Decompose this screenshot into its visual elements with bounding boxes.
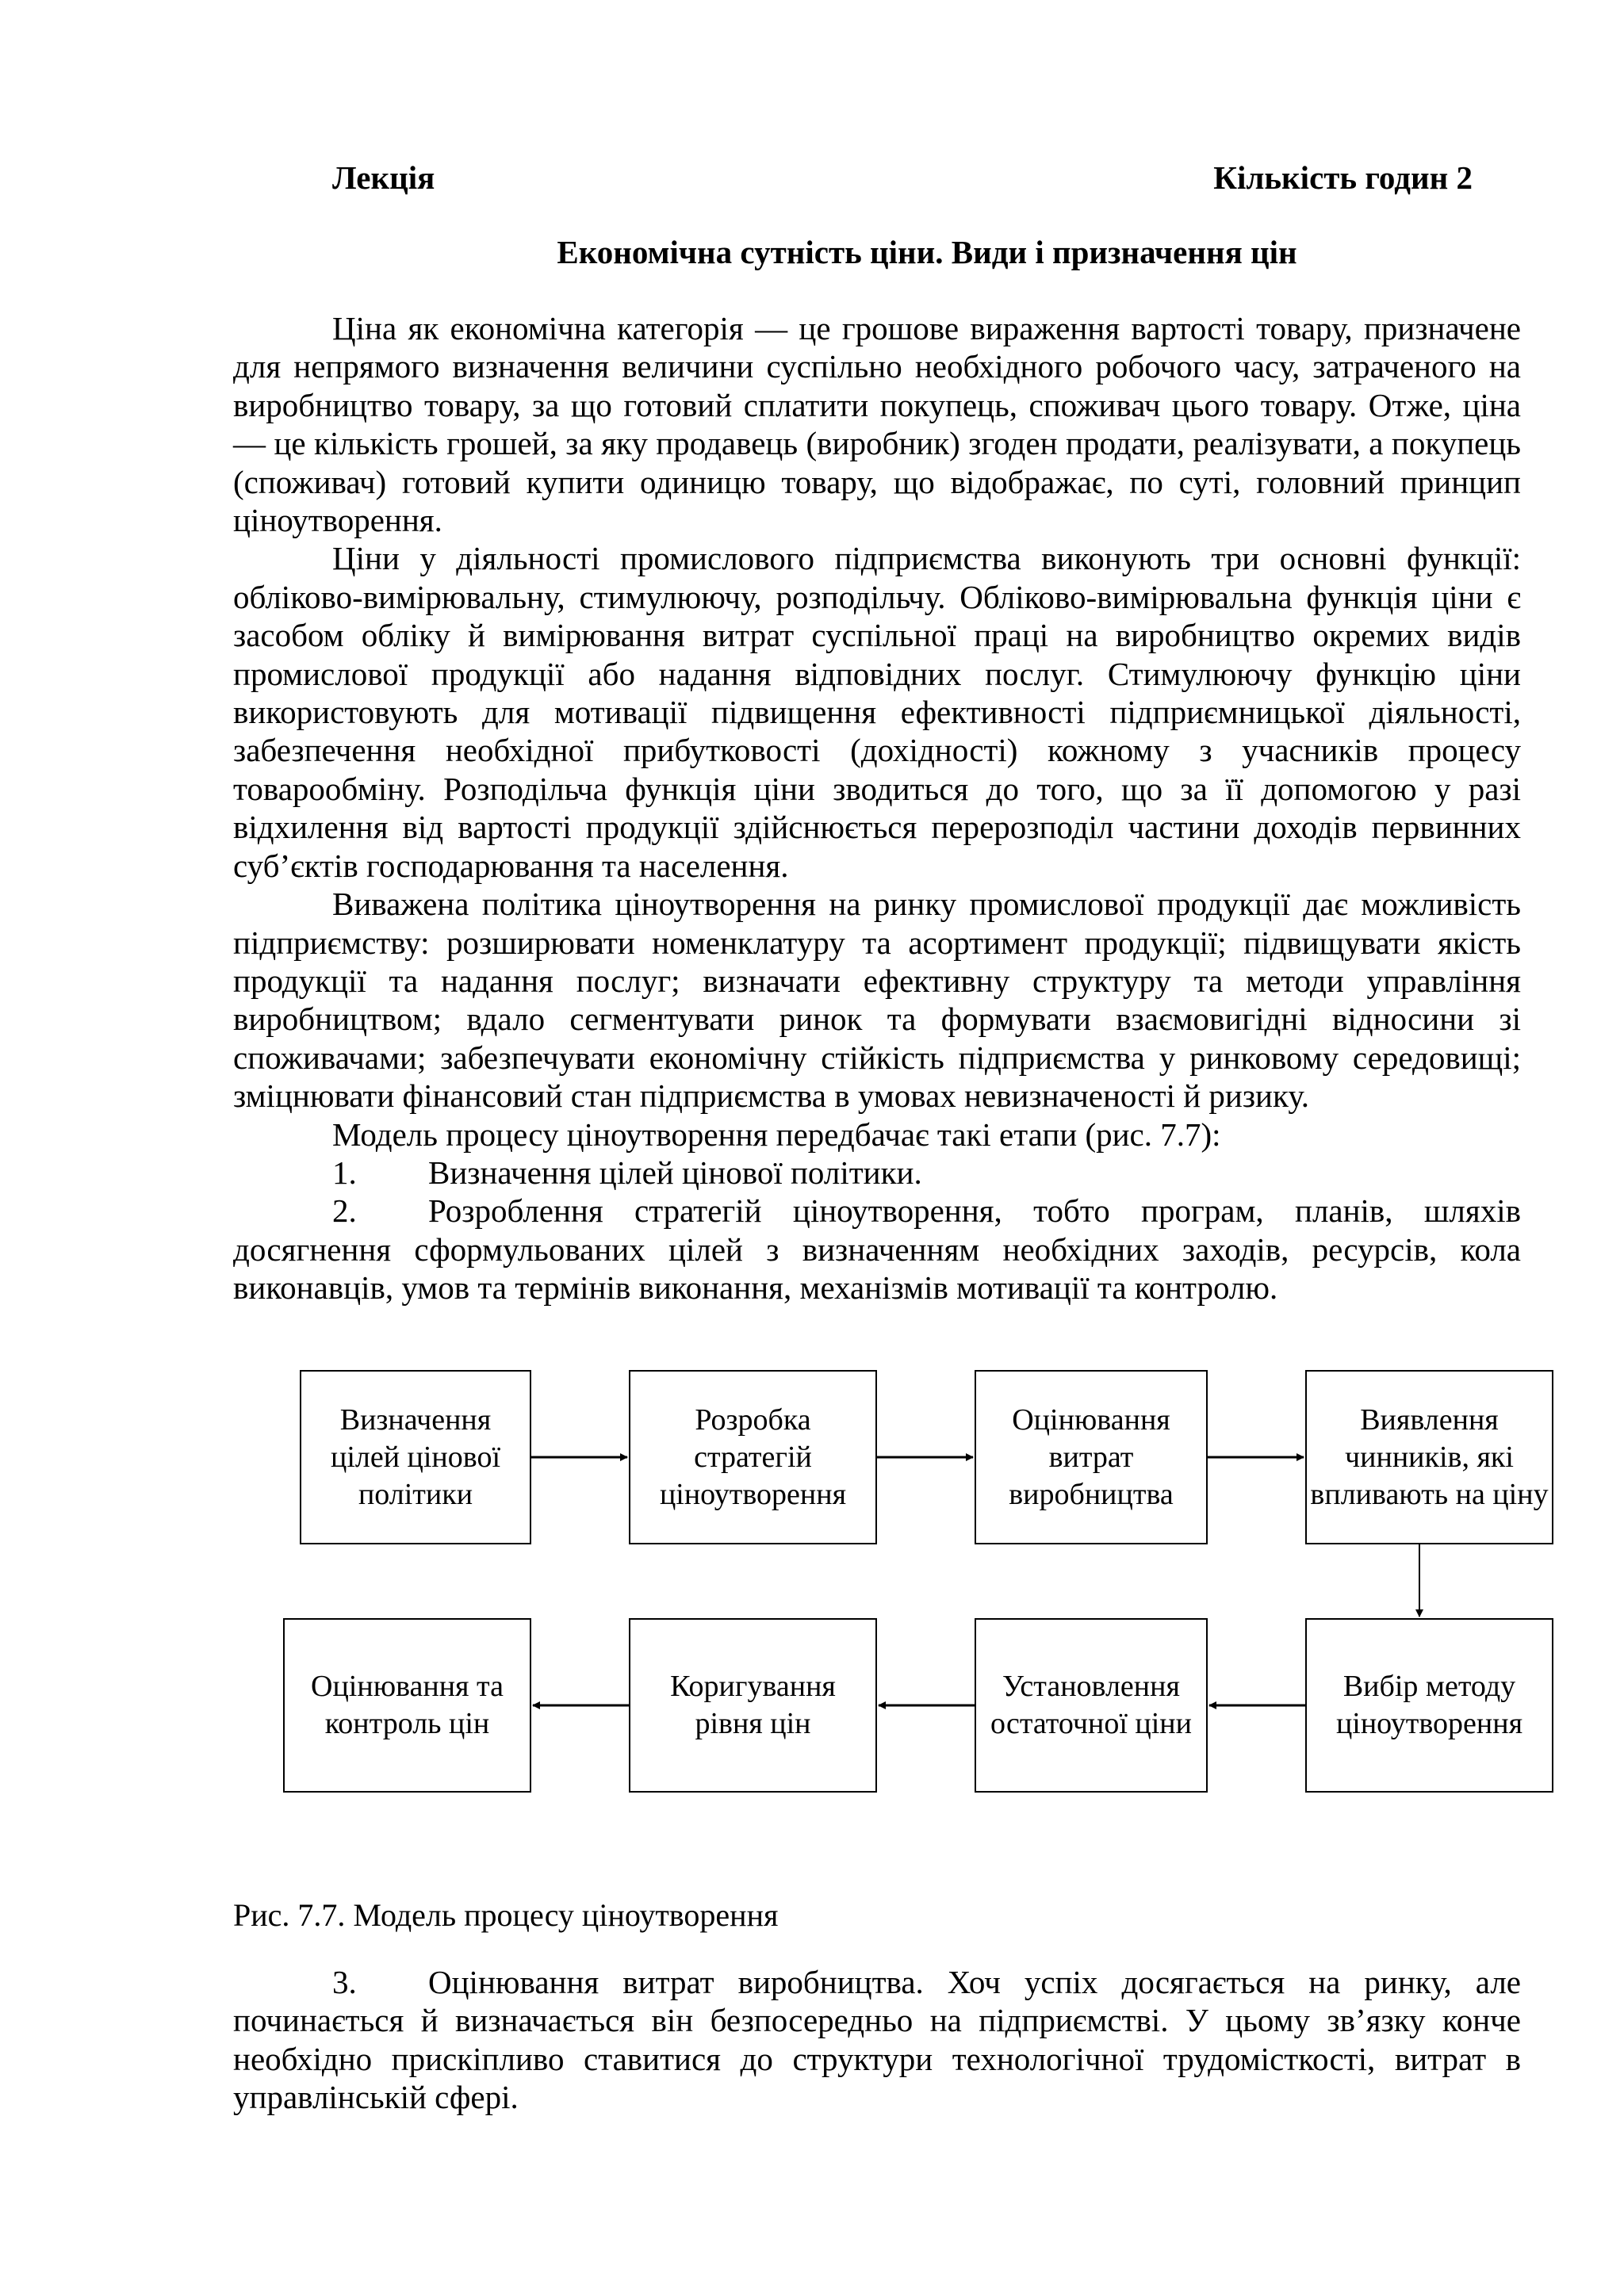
list-number: 3. [332,1964,357,2000]
list-item [233,1963,1521,2117]
list-text: Оцінювання витрат виробництва. Хоч успіх досягається на ринку, але починається й визначається він безпосередньо на підприємстві. У цьому зв’язку конче необхідно прискіпливо ставитися до структури технологічної трудомісткості, витрат в управлінській сфері. [233,1964,1521,2116]
list-text: Визначення цілей цінової політики. [428,1154,922,1191]
paragraph: Модель процесу ціноутворення передбачає такі етапи (рис. 7.7): [332,1115,1221,1153]
diagram-box-costs: Оцінювання витрат виробництва [975,1370,1208,1544]
paragraph: Виважена політика ціноутворення на ринку промислової продукції дає можливість підприємству: розширювати номенклатуру та асортимент продукції; підвищувати якість продукції та надання послуг; визначати ефективну структуру та методи управління виробництвом; вдало сегментувати ринок та формувати взаємовигідні відносини зі споживачами; забезпечувати економічну стійкість підприємства у ринковому середовищі; зміцнювати фінансовий стан підприємства в умовах невизначеності й ризику. [233,886,1521,1115]
list-number: 1. [332,1154,357,1191]
header-lecture: Лекція [332,159,435,196]
page-title: Економічна сутність ціни. Види і призначення цін [557,234,1297,270]
body-text-continued [233,1963,1521,2117]
diagram-box-method: Вибір методу ціноутворення [1305,1618,1553,1793]
figure-caption: Рис. 7.7. Модель процесу ціноутворення [233,1897,779,1933]
diagram-box-goals: Визначення цілей цінової політики [300,1370,531,1544]
diagram-box-factors: Виявлення чинників, які впливають на ціну [1305,1370,1553,1544]
diagram-box-control: Оцінювання та контроль цін [283,1618,531,1793]
paragraph: Ціна як економічна категорія — це грошове вираження вартості товару, призначене для непрямого визначення величини суспільно необхідного робочого часу, затраченого на виробництво товару, за що готовий сплатити покупець, споживач цього товару. Отже, ціна — це кількість грошей, за яку продавець (виробник) згоден продати, реалізувати, а покупець (споживач) готовий купити одиницю товару, що відображає, по суті, головний принцип ціноутворення. [233,310,1521,539]
header-hours: Кількість годин 2 [1213,159,1473,196]
diagram-box-strategy: Розробка стратегій ціноутворення [629,1370,877,1544]
list-number: 2. [332,1192,357,1230]
diagram-box-final-price: Установлення остаточної ціни [975,1618,1208,1793]
diagram-box-adjustment: Коригування рівня цін [629,1618,877,1793]
list-text: Розроблення стратегій ціноутворення, тобто програм, планів, шляхів досягнення сформульованих цілей з визначенням необхідних заходів, ресурсів, кола виконавців, умов та термінів виконання, механізмів мотивації та контролю. [233,1192,1521,1307]
paragraph: Ціни у діяльності промислового підприємства виконують три основні функції: обліково-вимірювальну, стимулюючу, розподільчу. Обліково-вимірювальна функція ціни є засобом обліку й вимірювання витрат суспільної праці на виробництво окремих видів промислової продукції або надання відповідних послуг. Стимулюючу функцію ціни використовують для мотивації підвищення ефективності підприємницької діяльності, забезпечення необхідної прибутковості (дохідності) кожному з учасників процесу товарообміну. Розподільча функція ціни зводиться до того, що за її допомогою у разі відхилення від вартості продукції здійснюється перерозподіл частини доходів первинних суб’єктів господарювання та населення. [233,540,1521,884]
